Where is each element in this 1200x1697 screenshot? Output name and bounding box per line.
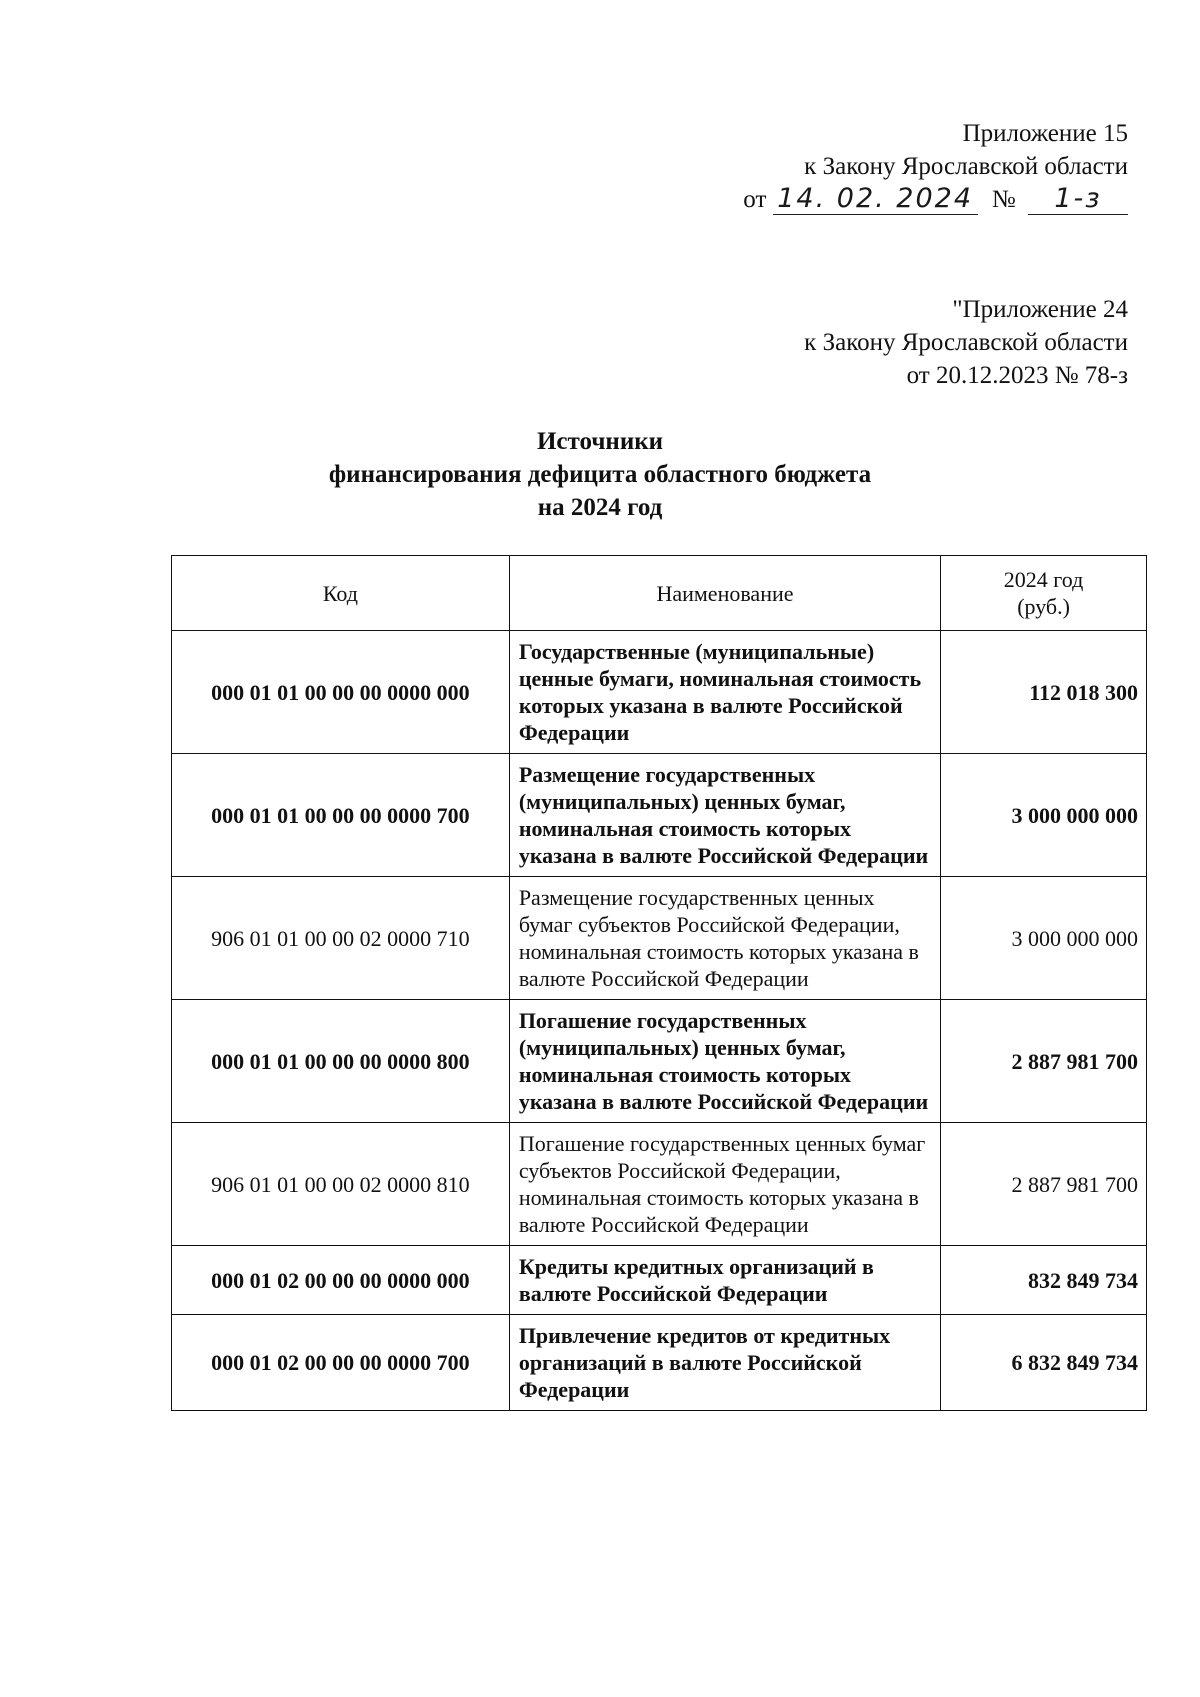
table-header-row bbox=[172, 556, 1147, 631]
header-code: Код bbox=[172, 556, 510, 631]
table-row bbox=[172, 1315, 1147, 1411]
header-value-year: 2024 год bbox=[1003, 567, 1084, 592]
row-name: Привлечение кредитов от кредитных организаций в валюте Российской Федерации bbox=[509, 1315, 940, 1411]
title-line-2: финансирования дефицита областного бюджета bbox=[328, 461, 872, 488]
row-name: Кредиты кредитных организаций в валюте Российской Федерации bbox=[509, 1246, 940, 1315]
document-title bbox=[0, 425, 1200, 524]
row-code: 000 01 02 00 00 00 0000 000 bbox=[172, 1246, 510, 1315]
handwritten-date: 14. 02. 2024 bbox=[773, 184, 978, 215]
row-name: Размещение государственных (муниципальных) ценных бумаг, номинальная стоимость которых указана в валюте Российской Федерации bbox=[509, 754, 940, 877]
row-value: 112 018 300 bbox=[941, 631, 1147, 754]
table-body bbox=[172, 631, 1147, 1411]
sources-table bbox=[171, 555, 1147, 1411]
title-line-1: Источники bbox=[536, 428, 664, 455]
title-line-3: на 2024 год bbox=[537, 494, 663, 521]
row-name: Государственные (муниципальные) ценные бумаги, номинальная стоимость которых указана в валюте Российской Федерации bbox=[509, 631, 940, 754]
annex-current-date-line bbox=[743, 183, 1128, 216]
table-row bbox=[172, 631, 1147, 754]
handwritten-number: 1-з bbox=[1028, 184, 1128, 215]
annex-current-title: Приложение 15 bbox=[962, 120, 1128, 147]
row-value: 2 887 981 700 bbox=[941, 1123, 1147, 1246]
row-code: 000 01 01 00 00 00 0000 800 bbox=[172, 1000, 510, 1123]
annex-original-title: "Приложение 24 bbox=[952, 296, 1128, 323]
row-value: 2 887 981 700 bbox=[941, 1000, 1147, 1123]
row-value: 6 832 849 734 bbox=[941, 1315, 1147, 1411]
header-value-unit: (руб.) bbox=[1017, 594, 1070, 619]
header-name: Наименование bbox=[509, 556, 940, 631]
number-prefix: № bbox=[991, 186, 1016, 213]
row-value: 832 849 734 bbox=[941, 1246, 1147, 1315]
table-row bbox=[172, 1246, 1147, 1315]
row-name: Погашение государственных (муниципальных) ценных бумаг, номинальная стоимость которых указана в валюте Российской Федерации bbox=[509, 1000, 940, 1123]
table-row bbox=[172, 1000, 1147, 1123]
row-code: 000 01 01 00 00 00 0000 000 bbox=[172, 631, 510, 754]
header-value bbox=[941, 556, 1147, 631]
date-prefix: от bbox=[743, 186, 767, 213]
annex-current-law: к Закону Ярославской области bbox=[804, 153, 1128, 180]
table-row bbox=[172, 754, 1147, 877]
table-row bbox=[172, 877, 1147, 1000]
row-code: 906 01 01 00 00 02 0000 710 bbox=[172, 877, 510, 1000]
row-name: Размещение государственных ценных бумаг субъектов Российской Федерации, номинальная стоимость которых указана в валюте Российской Федерации bbox=[509, 877, 940, 1000]
table-row bbox=[172, 1123, 1147, 1246]
row-code: 000 01 01 00 00 00 0000 700 bbox=[172, 754, 510, 877]
row-code: 906 01 01 00 00 02 0000 810 bbox=[172, 1123, 510, 1246]
annex-original-law: к Закону Ярославской области bbox=[804, 329, 1128, 356]
row-name: Погашение государственных ценных бумаг субъектов Российской Федерации, номинальная стоимость которых указана в валюте Российской Федерации bbox=[509, 1123, 940, 1246]
annex-current-header bbox=[743, 117, 1128, 216]
row-code: 000 01 02 00 00 00 0000 700 bbox=[172, 1315, 510, 1411]
row-value: 3 000 000 000 bbox=[941, 754, 1147, 877]
row-value: 3 000 000 000 bbox=[941, 877, 1147, 1000]
annex-original-header bbox=[804, 293, 1128, 392]
annex-original-date: от 20.12.2023 № 78-з bbox=[906, 362, 1128, 389]
